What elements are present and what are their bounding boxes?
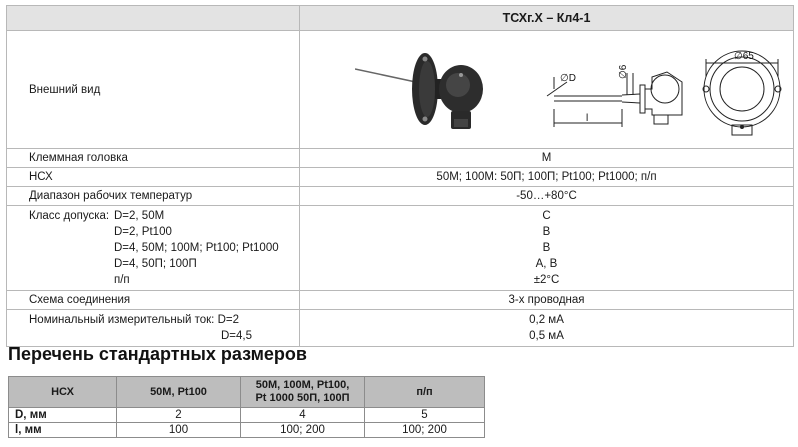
sizes-cell: 5 bbox=[365, 408, 485, 423]
sensor-photo bbox=[355, 39, 485, 147]
spec-header-empty bbox=[7, 6, 300, 31]
class-label: Класс допуска: bbox=[29, 210, 110, 222]
class-d-0: D=2, 50М bbox=[114, 210, 165, 222]
product-title: ТСХг.Х – Кл4-1 bbox=[300, 6, 794, 31]
class-value-2: В bbox=[542, 242, 551, 254]
sizes-row-label: l, мм bbox=[9, 423, 117, 438]
current-row bbox=[7, 310, 794, 347]
sizes-header-col3: п/п bbox=[365, 377, 485, 408]
dimension-drawing bbox=[532, 37, 790, 145]
sizes-header-col2-line1: 50М, 100М, Pt100, bbox=[255, 379, 350, 391]
class-values-cell bbox=[300, 206, 794, 291]
class-label-cell bbox=[7, 206, 300, 291]
sizes-row-label: D, мм bbox=[9, 408, 117, 423]
appearance-row bbox=[7, 31, 794, 149]
head-value: М bbox=[300, 149, 794, 168]
sizes-header-col2-line2: Pt 1000 50П, 100П bbox=[255, 392, 350, 404]
current-values-cell bbox=[300, 310, 794, 347]
temp-label: Диапазон рабочих температур bbox=[7, 187, 300, 206]
dim-d6-label: ∅6 bbox=[618, 64, 629, 79]
class-d-3: D=4, 50П; 100П bbox=[114, 258, 197, 270]
class-value-4: ±2°С bbox=[533, 274, 560, 286]
sizes-header-col2 bbox=[241, 377, 365, 408]
current-label: Номинальный измерительный ток: bbox=[29, 314, 215, 326]
class-d-4: п/п bbox=[114, 274, 130, 286]
dim-l-label: l bbox=[586, 113, 589, 124]
class-value-1: В bbox=[542, 226, 551, 238]
appearance-cell bbox=[300, 31, 794, 149]
scheme-label: Схема соединения bbox=[7, 291, 300, 310]
nsh-label: НСХ bbox=[7, 168, 300, 187]
current-value-1: 0,5 мА bbox=[529, 330, 564, 342]
scheme-row bbox=[7, 291, 794, 310]
sizes-cell: 100 bbox=[117, 423, 241, 438]
class-value-3: А, В bbox=[535, 258, 558, 270]
head-label: Клеммная головка bbox=[7, 149, 300, 168]
sizes-header-nsh: НСХ bbox=[9, 377, 117, 408]
sizes-cell: 2 bbox=[117, 408, 241, 423]
class-row bbox=[7, 206, 794, 291]
head-row bbox=[7, 149, 794, 168]
sizes-title: Перечень стандартных размеров bbox=[8, 344, 307, 364]
sizes-table bbox=[8, 376, 485, 438]
table-row bbox=[9, 408, 485, 423]
current-label-cell bbox=[7, 310, 300, 347]
sizes-header-col1: 50М, Pt100 bbox=[117, 377, 241, 408]
nsh-row bbox=[7, 168, 794, 187]
nsh-value: 50М; 100М: 50П; 100П; Pt100; Pt1000; п/п bbox=[300, 168, 794, 187]
spec-table bbox=[6, 5, 794, 347]
sizes-cell: 4 bbox=[241, 408, 365, 423]
current-value-0: 0,2 мА bbox=[529, 314, 564, 326]
current-d-0: D=2 bbox=[217, 314, 240, 326]
table-row bbox=[9, 423, 485, 438]
current-d-1: D=4,5 bbox=[221, 330, 253, 342]
dim-d65-label: ∅65 bbox=[734, 51, 754, 62]
sizes-cell: 100; 200 bbox=[365, 423, 485, 438]
class-value-0: С bbox=[542, 210, 551, 222]
spec-header-row bbox=[7, 6, 794, 31]
dim-d-label: ∅D bbox=[560, 73, 576, 84]
appearance-label: Внешний вид bbox=[7, 31, 300, 149]
sizes-header-row bbox=[9, 377, 485, 408]
class-d-1: D=2, Pt100 bbox=[114, 226, 172, 238]
sizes-cell: 100; 200 bbox=[241, 423, 365, 438]
temp-row bbox=[7, 187, 794, 206]
temp-value: -50…+80°С bbox=[300, 187, 794, 206]
class-d-2: D=4, 50М; 100М; Pt100; Pt1000 bbox=[114, 242, 279, 254]
scheme-value: 3-х проводная bbox=[300, 291, 794, 310]
